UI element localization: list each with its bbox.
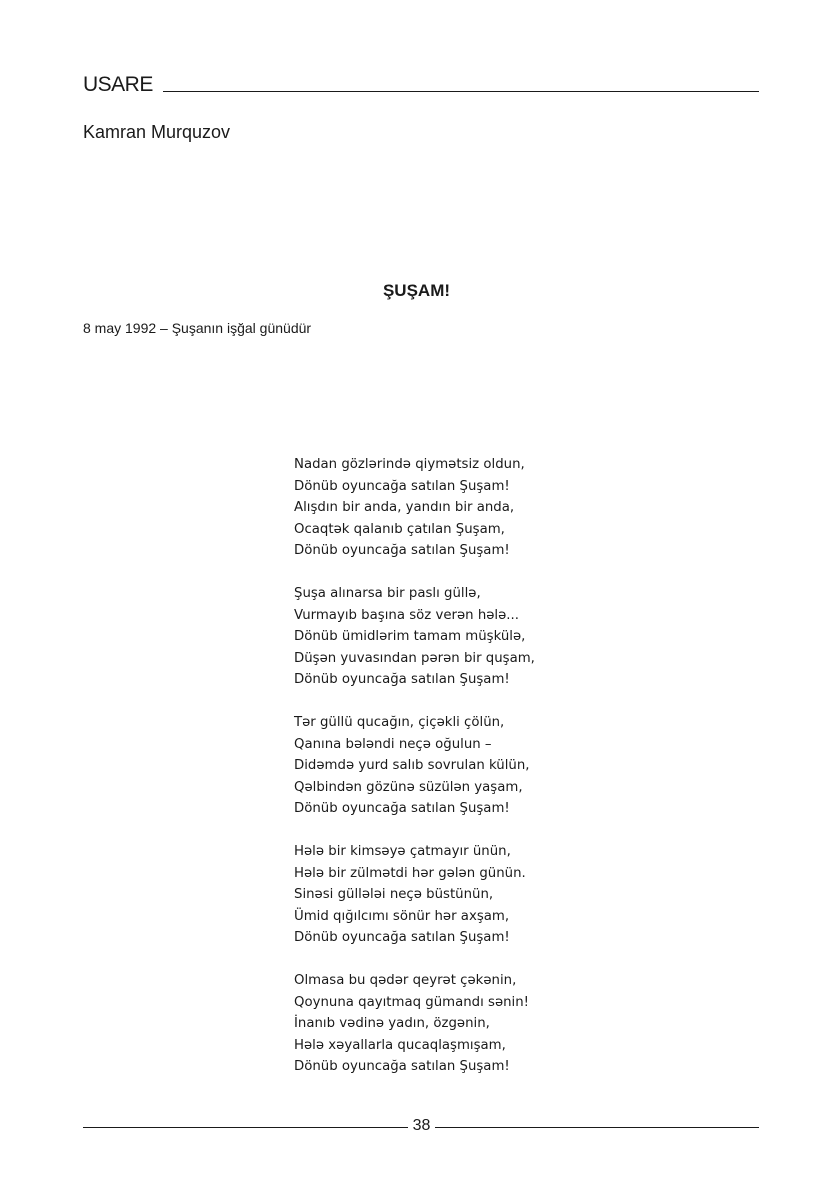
journal-name: USARE xyxy=(83,74,157,96)
poem-line: Qoynuna qayıtmaq gümandı sənin! xyxy=(294,994,530,1010)
author-name: Kamran Murquzov xyxy=(83,122,231,142)
poem-line: Qəlbindən gözünə süzülən yaşam, xyxy=(294,779,523,795)
poem-line: İnanıb vədinə yadın, özgənin, xyxy=(294,1016,490,1031)
poem-line: Dönüb oyuncağa satılan Şuşam! xyxy=(294,801,510,816)
poem-line: Şuşa alınarsa bir paslı güllə, xyxy=(294,586,481,601)
poem-line: Ümid qığılcımı sönür hər axşam, xyxy=(294,908,510,924)
poem-line: Ocaqtək qalanıb çatılan Şuşam, xyxy=(294,521,505,537)
poem-line: Hələ xəyallarla qucaqlaşmışam, xyxy=(294,1037,506,1053)
poem-line: Hələ bir kimsəyə çatmayır ünün, xyxy=(294,844,511,859)
poem-line: Vurmayıb başına söz verən hələ... xyxy=(294,607,519,623)
poem-line: Dönüb oyuncağa satılan Şuşam! xyxy=(294,478,510,494)
header-rule xyxy=(163,91,759,92)
poem-title: ŞUŞAM! xyxy=(382,281,451,300)
footer-rule-left xyxy=(83,1127,408,1128)
poem-line: Dönüb oyuncağa satılan Şuşam! xyxy=(294,930,510,945)
page-footer xyxy=(83,1116,759,1138)
poem-line: Dönüb ümidlərim tamam müşkülə, xyxy=(294,629,526,644)
stanza xyxy=(294,454,535,562)
poem-line: Alışdın bir anda, yandın bir anda, xyxy=(294,500,515,515)
stanza xyxy=(294,841,535,949)
footer-rule-right xyxy=(435,1127,759,1128)
stanza xyxy=(294,712,535,820)
poem-line: Tər güllü qucağın, çiçəkli çölün, xyxy=(294,715,505,730)
poem-line: Olmasa bu qədər qeyrət çəkənin, xyxy=(294,973,517,988)
page-number: 38 xyxy=(412,1117,431,1134)
dedication-line: 8 may 1992 – Şuşanın işğal günüdür xyxy=(83,320,312,336)
poem-line: Dönüb oyuncağa satılan Şuşam! xyxy=(294,543,510,558)
poem-line: Didəmdə yurd salıb sovrulan külün, xyxy=(294,758,530,773)
poem-line: Hələ bir zülmətdi hər gələn günün. xyxy=(294,865,526,881)
stanza xyxy=(294,970,535,1078)
poem-line: Nadan gözlərində qiymətsiz oldun, xyxy=(294,457,525,472)
poem-line: Düşən yuvasından pərən bir quşam, xyxy=(294,650,535,666)
stanza xyxy=(294,583,535,691)
poem-line: Dönüb oyuncağa satılan Şuşam! xyxy=(294,1059,510,1074)
page-header xyxy=(83,74,759,96)
poem-line: Sinəsi güllələi neçə büstünün, xyxy=(294,887,494,902)
poem-line: Qanına bələndi neçə oğulun – xyxy=(294,736,492,752)
poem-line: Dönüb oyuncağa satılan Şuşam! xyxy=(294,672,510,687)
poem-body xyxy=(294,454,535,1099)
